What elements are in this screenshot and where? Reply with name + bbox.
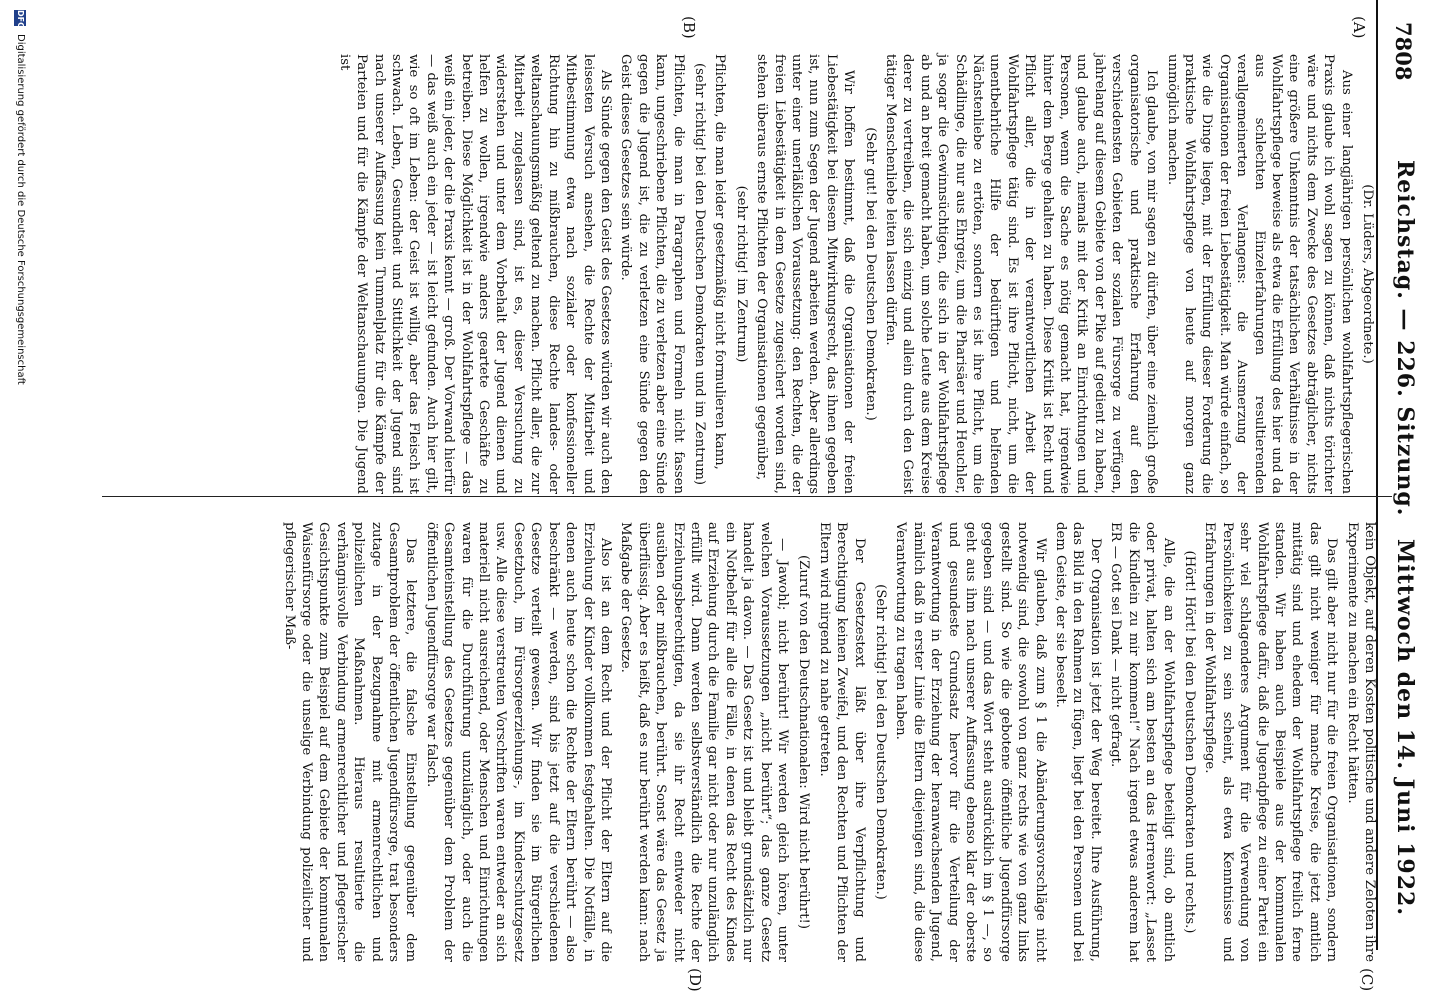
paragraph: Das letztere, die falsche Einstellung gegenüber dem Gesamtproblem der öffentlichen Jugendfürsorge, trat besonders zutage in der Bezugnahme mit armenrechtlichen und polizeilichen Maßnahmen. Hieraus resultierte die verhängnisvolle Verbindung armenrechtlicher und pflegerischer Gesichtspunkte zum Beispiel auf dem Gebiete der kommunalen Waisenfürsorge oder die unselige Verbindung polizeilicher und pflegerischer Maß-	[281, 522, 419, 962]
paragraph: Das gilt aber nicht nur für die freien Organisationen, sondern das gilt nicht weniger für manche Kreise, die jetzt amtlich mittätig sind und ehedem der Wohlfahrtspflege freilich ferne standen. Wir haben auch Beispiele aus der kommunalen Wohlfahrtspflege dafür, daß die Jugendpflege zu einer Partei ein sehr viel schlagenderes Argument für die Verwendung von Persönlichkeiten zu sein scheint, als etwa Kenntnisse und Erfahrungen in der Wohlfahrtspflege.	[1202, 522, 1340, 962]
interjection: (Sehr gut! bei den Deutschen Demokraten.)	[862, 127, 878, 421]
interjection: (sehr richtig! im Zentrum)	[733, 185, 749, 363]
margin-marker-a: (A)	[1350, 16, 1368, 39]
interjection: (Zuruf von den Deutschnationalen: Wird nicht berührt!)	[796, 555, 812, 929]
dfg-logo: DFG	[16, 10, 25, 29]
paragraph: Pflichten, die man in Paragraphen und Formeln nicht fassen kann, ungeschriebene Pflichten, die zu verletzen aber eine Sünde gegen die Jugend ist, die zu verletzen eine Sünde gegen den Geist dieses Gesetzes sein würde.	[618, 54, 686, 494]
page-header	[1374, 0, 1418, 1000]
speaker-line: (Dr. Lüders, Abgeordnete.)	[1360, 184, 1375, 364]
interjection: (Sehr richtig! bei den Deutschen Demokraten.)	[873, 584, 889, 900]
paragraph: Wir hoffen bestimmt, daß die Organisationen der freien Liebestätigkeit bei diesem Mitwirkungsrecht, das ihnen gegeben ist, nun zum Segen der Jugend arbeiten werden. Aber allerdings unter einer unerläßlichen Voraussetzung: den Rechten, die der freien Liebestätigkeit in dem Gesetze zugesichert worden sind, stehen überaus ernste Pflichten der Organisationen gegenüber,	[754, 54, 857, 494]
footer	[8, 0, 28, 1000]
interjection: (Hört! Hört! bei den Deutschen Demokraten und rechts.)	[1181, 550, 1197, 934]
paragraph: Ich glaube, von mir sagen zu dürfen, über eine ziemlich große organisatorische und praktische Erfahrung auf den verschiedensten Gebieten der sozialen Fürsorge zu verfügen, jahrelang auf diesem Gebiete von der Pike auf gedient zu haben, und glaube auch, niemals mit der Kritik an Einrichtungen und Personen, wenn die Sache es nötig gemacht hat, irgendwie hinter dem Berge gehalten zu haben. Diese Kritik ist Recht und Pflicht aller, die in der verantwortlichen Arbeit der Wohlfahrtspflege tätig sind. Es ist ihre Pflicht, nicht, um die unentbehrliche Hilfe der bedürftigen und helfenden Nächstenliebe zu ertöten, sondern es ist ihre Pflicht, um die Schädlinge, die nur aus Ehrgeiz, um die Pharisäer und Heuchler, ja sogar die Gewinnsüchtigen, die sich in der Wohlfahrtspflege ab und an breit gemacht haben, um solche Leute aus dem Kreise derer zu vertreiben, die sich einzig und allein durch den Geist tätiger Menschenliebe leiten lassen dürfen.	[883, 54, 1160, 494]
digitization-credit: Digitalisierung gefördert durch die Deutsche Forschungsgemeinschaft	[15, 34, 26, 385]
paragraph: Als Sünde gegen den Geist des Gesetzes würden wir auch den leisesten Versuch ansehen, die Rechte der Mitarbeit und Mitbestimmung etwa nach sozialer oder konfessioneller Richtung hin zu mißbrauchen, diese Rechte landes- oder weltanschauungsmäßig geltend zu machen. Pflicht aller, die zur Mitarbeit zugelassen sind, ist es, dieser Versuchung zu widerstehen und unter dem Vorbehalt der Jugend dienen und helfen zu wollen, irgendwie anders geartete Geschäfte zu betreiben. Diese Möglichkeit ist in der Wohlfahrtspflege — das weiß ein jeder, der die Praxis kennt — groß. Der Vorwand hierfür — das weiß auch ein jeder — ist leicht gefunden. Auch hier gilt, wie so oft im Leben: der Geist ist willig, aber das Fleisch ist schwach. Leben, Gesundheit und Sittlichkeit der Jugend sind nach unserer Auffassung kein Tummelplatz für die Kämpfe der Parteien und für die Kämpfe der Weltanschauungen. Die Jugend ist	[336, 54, 613, 494]
paragraph: — Jawohl; nicht berührt! Wir werden gleich hören, unter welchen Voraussetzungen „nicht berührt“; das ganze Gesetz handelt ja davon. — Das Gesetz ist und bleibt grundsätzlich nur ein Notbehelf für alle die Fälle, in denen das Recht des Kindes auf Erziehung durch die Familie gar nicht oder nur unzulänglich erfüllt wird. Dann werden selbstverständlich die Rechte der Erziehungsberechtigten, da sie ihr Recht entweder nicht ausüben oder mißbrauchen, berührt. Sonst wäre das Gesetz ja überflüssig. Aber es heißt, daß es nur berührt werden kann: nach Maßgabe der Gesetze.	[618, 522, 790, 962]
margin-marker-b: (B)	[680, 16, 698, 39]
session-date: Mittwoch den 14. Juni 1922.	[1392, 539, 1418, 916]
interjection: (sehr richtig! bei den Deutschen Demokraten und im Zentrum)	[691, 63, 707, 485]
column-divider	[102, 496, 1392, 497]
paragraph: Aus einer langjährigen persönlichen wohlfahrtspflegerischen Praxis glaube ich wohl sagen zu können, daß nichts törichter wäre und nichts dem Zwecke des Gesetzes abträglicher, nichts eine größere Unkenntnis der tatsächlichen Verhältnisse in der Wohlfahrtspflege beweise als etwa die Erfüllung des hier und da aus schlechten Einzelerfahrungen resultierenden verallgemeinerten Verlangens: die Ausmerzung der Organisationen der freien Liebestätigkeit. Man würde einfach, so wie die Dinge liegen, mit der Erfüllung dieser Forderung die praktische Wohlfahrtspflege von heute auf morgen ganz unmöglich machen.	[1164, 54, 1354, 494]
paragraph: Alle, die an der Wohlfahrtspflege beteiligt sind, ob amtlich oder privat, halten sich am besten an das Herrenwort: „Lasset die Kindlein zu mir kommen!“ Nach irgend etwas anderem hat ER — Gott sei Dank — nicht gefragt.	[1108, 522, 1176, 962]
margin-marker-d: (D)	[686, 968, 704, 992]
margin-marker-c: (C)	[1358, 968, 1376, 992]
paragraph: kein Objekt, auf deren Kosten politische und andere Zeloten ihre Experimente zu machen ein Recht hätten.	[1344, 522, 1377, 962]
page-number: 7808	[1391, 22, 1416, 81]
page-title: Reichstag. — 226. Sitzung.	[1392, 160, 1418, 517]
paragraph: Wir glauben, daß zum § 1 die Abänderungsvorschläge nicht notwendig sind, die sowohl von ganz rechts wie von ganz links gestellt sind. So wie die gebotene öffentliche Jugendfürsorge gegeben sind — und das Wort steht ausdrücklich im § 1 —, so geht aus ihm nach unserer Auffassung ebenso klar der oberste und gesundeste Grundsatz hervor für die Verteilung der Verantwortung in der Erziehung der heranwachsenden Jugend, nämlich daß in erster Linie die Eltern diejenigen sind, die diese Verantwortung zu tragen haben.	[893, 522, 1048, 962]
right-column	[277, 522, 1378, 962]
paragraph: Der Gesetzestext läßt über ihre Verpflichtung und Berechtigung keinen Zweifel, und den Rechten und Pflichten der Eltern wird nirgend zu nahe getreten.	[816, 522, 867, 962]
left-column	[332, 54, 1378, 494]
paragraph: Pflichten, die man leider gesetzmäßig nicht formulieren kann,	[712, 54, 728, 470]
paragraph: Also ist an dem Recht und der Pflicht der Eltern auf die Erziehung der Kinder vollkommen festgehalten. Die Notfälle, in denen auch heute schon die Rechte der Eltern berührt — also beschränkt — werden, sind bis jetzt auf die verschiedenen Gesetze verteilt gewesen. Wir finden sie im Bürgerlichen Gesetzbuch, im Fürsorgeerziehungs-, im Kinderschutzgesetz usw. Alle diese verstreuten Vorschriften waren entweder an sich materiell nicht ausreichend, oder Menschen und Einrichtungen waren für die Durchführung unzulänglich, oder auch die Gesamteinstellung des Gesetzes gegenüber dem Problem der öffentlichen Jugendfürsorge war falsch.	[423, 522, 613, 962]
paragraph: Der Organisation ist jetzt der Weg bereitet. Ihre Ausführung, das Bild in den Rahmen zu fügen, liegt bei den Personen und bei dem Geiste, der sie beseelt.	[1053, 522, 1103, 962]
